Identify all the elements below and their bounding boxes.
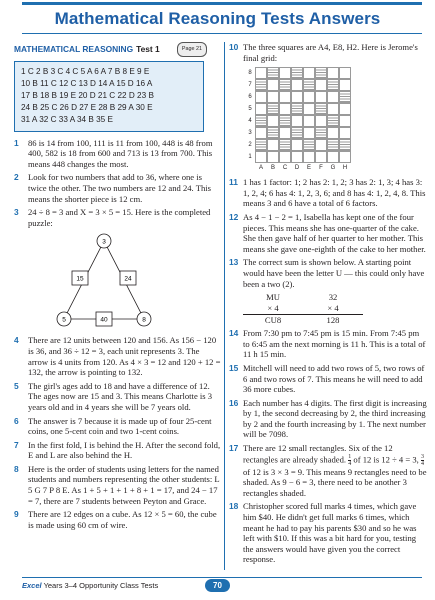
answer-14 (229, 328, 427, 360)
grid-cell (339, 67, 351, 79)
answer-text: In the first fold, I is behind the H. After the second fold, E and L are also behind the H. (28, 439, 221, 461)
grid-cell (339, 115, 351, 127)
grid-cell (303, 103, 315, 115)
answer-text: The three squares are A4, E8, H2. Here is Jerome's final grid: (243, 42, 418, 63)
answer-key-line: 24 B 25 C 26 D 27 E 28 B 29 A 30 E (21, 103, 153, 113)
answer-number: 11 (229, 177, 238, 188)
grid-column-label: F (319, 165, 323, 172)
grid-cell (327, 103, 339, 115)
answer-15 (229, 363, 427, 395)
answer-number: 7 (14, 439, 19, 450)
puzzle-value-right: 24 (124, 275, 132, 283)
grid-cell (267, 103, 279, 115)
q17-part-b: of 12 is (353, 454, 380, 465)
footer-rule (22, 577, 422, 578)
answer-text (243, 443, 427, 498)
answer-number: 12 (229, 211, 239, 222)
answer-text: The girl's ages add to 18 and have a difference of 12. The ages now are 15 and 3. This means Charlotte is 3 years old and in 4 years she will be 7 years old. (28, 380, 213, 412)
grid-cell (327, 79, 339, 91)
grid-cell (303, 139, 315, 151)
sum-numbers (303, 292, 363, 326)
puzzle-value-top: 3 (102, 238, 106, 246)
grid-cell (279, 139, 291, 151)
sum-numbers-top: 32 (328, 292, 338, 303)
puzzle-value-bottom-left: 5 (62, 316, 66, 324)
jerome-grid (245, 67, 365, 173)
answer-text: There are 12 units between 120 and 156. As 156 − 120 is 36, and 36 ÷ 12 = 3, each unit represents 3. The arrow is 4 units from 120. As 4 × 3 = 12 and 120 + 12 = 132, the arrow is pointing to 132. (28, 335, 221, 378)
answer-text: The answer is 7 because it is made up of four 25-cent coins, one 5-cent coin and two 1-cent coins. (28, 415, 212, 437)
answer-4 (14, 335, 221, 377)
answer-number: 1 (14, 137, 19, 148)
grid-cell (303, 127, 315, 139)
answer-5 (14, 381, 221, 413)
answer-text: 24 ÷ 8 = 3 and X = 3 × 5 = 15. Here is the completed puzzle: (28, 207, 211, 228)
answer-6 (14, 416, 221, 437)
grid-column-label: H (342, 165, 348, 172)
grid-cell (267, 127, 279, 139)
grid-cell (291, 151, 303, 163)
grid-cell (303, 151, 315, 163)
grid-cell (279, 115, 291, 127)
grid-cell (267, 67, 279, 79)
answer-1 (14, 138, 221, 170)
grid-corner (245, 163, 255, 173)
grid-cell (255, 151, 267, 163)
grid-cell (327, 67, 339, 79)
answer-13 (229, 257, 427, 289)
answer-text: 1 has 1 factor: 1; 2 has 2: 1, 2; 3 has 2: 1, 3; 4 has 3: 1, 2, 4; 6 has 4: 1, 2, 3, 6; and 8 has 4: 1, 2, 4, 8. This means 3 and 6 have a total of 6 factors. (243, 177, 426, 209)
grid-cell (255, 103, 267, 115)
grid-cell (291, 79, 303, 91)
grid-cell (315, 103, 327, 115)
answer-text: As 4 − 1 − 2 = 1, Isabella has kept one of the four pieces. This means she has one-quarter of the cake. She then gave half of her quarter to her mother. This means she gave one-eighth of the cake to her mother. (243, 211, 426, 254)
answer-16 (229, 398, 427, 440)
grid-column-label: E (306, 165, 311, 172)
grid-column-label: D (294, 165, 300, 172)
q17-part-a: There are 12 small rectangles. Six of the 12 rectangles are already shaded. (243, 443, 393, 465)
grid-cell (267, 139, 279, 151)
answer-text: Look for two numbers that add to 36, where one is twice the other. The two numbers are 12 and 24. This means the shorter piece is 12 cm. (28, 172, 211, 204)
grid-column-label: G (330, 165, 336, 172)
grid-cell (279, 103, 291, 115)
grid-cell (303, 115, 315, 127)
grid-column-label: C (282, 165, 288, 172)
grid-cell (339, 127, 351, 139)
grid-cell (279, 79, 291, 91)
grid-cell (291, 67, 303, 79)
answer-number: 15 (229, 362, 239, 373)
answer-key-line: 17 B 18 B 19 E 20 D 21 C 22 D 23 B (21, 91, 154, 100)
grid-cell (291, 91, 303, 103)
grid-cell (255, 91, 267, 103)
grid-cell (279, 127, 291, 139)
answer-3 (14, 207, 221, 228)
answer-number: 5 (14, 380, 19, 391)
answer-text: Each number has 4 digits. The first digit is increasing by 1, the second decreasing by 2, the third increasing by 2 and the fourth increasing by 1. The next number will be 7098. (243, 397, 427, 440)
grid-cell (303, 91, 315, 103)
answer-text: From 7:30 pm to 7:45 pm is 15 min. From 7:45 pm to 6:45 am the next morning is 11 h. This is a total of 11 h 15 min. (243, 328, 426, 360)
answer-10 (229, 42, 427, 63)
grid-cell (303, 79, 315, 91)
answer-key-line: 10 B 11 C 12 C 13 D 14 A 15 D 16 A (21, 78, 153, 88)
grid-cell (315, 91, 327, 103)
q17-part-c: 12 ÷ 4 = 3, (381, 454, 419, 465)
grid-cell (303, 67, 315, 79)
grid-cell (255, 127, 267, 139)
answer-text: Mitchell will need to add two rows of 5, two rows of 6 and two rows of 7. This means he will need to add 36 more cubes. (243, 362, 425, 395)
grid-row-label: 8 (248, 69, 252, 76)
puzzle-value-bottom-right: 8 (142, 316, 146, 324)
left-column (14, 42, 221, 533)
answer-number: 10 (229, 42, 239, 52)
grid-cell (267, 115, 279, 127)
grid-cell (279, 67, 291, 79)
answer-number: 16 (229, 397, 239, 408)
grid-row-label: 3 (248, 129, 252, 136)
grid-cell (315, 151, 327, 163)
answer-number: 9 (14, 509, 19, 520)
grid-cell (339, 103, 351, 115)
top-rule (22, 2, 422, 5)
sum-letters-result: CU8 (243, 314, 303, 326)
grid-cell (315, 67, 327, 79)
answer-12 (229, 212, 427, 254)
grid-cell (267, 151, 279, 163)
grid-cell (327, 91, 339, 103)
answer-key-box (14, 61, 204, 132)
grid-cell (315, 115, 327, 127)
answer-number: 14 (229, 328, 239, 339)
grid-cell (315, 79, 327, 91)
fraction-numerator: 3 (420, 453, 424, 460)
answer-number: 3 (14, 207, 19, 218)
section-heading: MATHEMATICAL REASONING (14, 44, 134, 54)
grid-cell (339, 139, 351, 151)
grid-cell (327, 139, 339, 151)
grid-cell (339, 91, 351, 103)
answer-17 (229, 443, 427, 498)
right-column (229, 42, 427, 568)
grid-cell (339, 79, 351, 91)
title-rule (22, 33, 422, 34)
answer-11 (229, 177, 427, 209)
answer-text: The correct sum is shown below. A starting point would have been the letter U — this could only have been a two (2). (243, 257, 425, 289)
answer-text: Christopher scored full marks 4 times, which gave him $40. He didn't get full marks 6 times, which meant he had to pay his parents $30 and so he was left with $10. If this was a bit hard for you, testing the answers would have given you the correct response. (243, 501, 417, 565)
footer-brand (22, 581, 158, 590)
answer-key-line: 31 A 32 C 33 A 34 B 35 E (21, 115, 113, 125)
sum-letters-mult: × 4 (267, 303, 279, 314)
sum-numbers-mult: × 4 (327, 303, 339, 314)
answer-number: 4 (14, 335, 19, 346)
section-test: Test 1 (136, 44, 160, 54)
answer-number: 8 (14, 463, 19, 474)
answer-18 (229, 501, 427, 565)
answer-7 (14, 440, 221, 461)
grid-row-label: 2 (248, 141, 252, 148)
answer-8 (14, 464, 221, 506)
grid-row-label: 5 (248, 105, 252, 112)
answer-number: 18 (229, 501, 239, 512)
grid-cell (315, 139, 327, 151)
grid-cell (327, 151, 339, 163)
grid-body (245, 67, 365, 173)
fraction-denominator: 4 (348, 460, 352, 467)
answer-number: 6 (14, 415, 19, 426)
grid-cell (267, 79, 279, 91)
footer-brand-name: Excel (22, 581, 42, 590)
answer-9 (14, 509, 221, 530)
answer-text: 86 is 14 from 100, 111 is 11 from 100, 448 is 48 from 400, 582 is 18 from 600 and 713 is 13 from 700. This means 448 changes the most. (28, 137, 213, 169)
grid-cell (255, 115, 267, 127)
fraction-numerator: 1 (348, 453, 352, 460)
sum-letters-top: MU (266, 292, 280, 303)
grid-cell (291, 127, 303, 139)
grid-row-label: 4 (248, 117, 252, 124)
grid-cell (279, 91, 291, 103)
answer-key-line: 1 C 2 B 3 C 4 C 5 A 6 A 7 B 8 E 9 E (21, 66, 150, 76)
grid-cell (267, 91, 279, 103)
grid-cell (279, 151, 291, 163)
grid-cell (339, 151, 351, 163)
puzzle-value-bottom-mid: 40 (100, 316, 108, 324)
answer-number: 17 (229, 443, 239, 454)
fraction-three-quarters (421, 454, 424, 467)
section-header (14, 42, 221, 57)
q17-part-d: of 12 is 3 × 3 = 9. This means 9 rectangles need to be shaded. As 9 − 6 = 3, there need to be another 3 rectangles shaded. (243, 466, 427, 498)
grid-cell (255, 139, 267, 151)
grid-cell (255, 67, 267, 79)
page-title: Mathematical Reasoning Tests Answers (54, 9, 381, 28)
fraction-denominator: 4 (420, 460, 424, 467)
puzzle-value-left: 15 (76, 275, 84, 283)
answer-number: 2 (14, 172, 19, 183)
sum-letters (243, 292, 303, 326)
grid-column-label: A (258, 165, 263, 172)
page-number: 70 (205, 579, 230, 592)
fraction-one-quarter (348, 454, 351, 467)
answer-2 (14, 172, 221, 204)
sum-numbers-result: 128 (303, 314, 363, 326)
column-divider (224, 42, 225, 570)
footer-book-title: Years 3–4 Opportunity Class Tests (43, 581, 159, 590)
grid-row-label: 1 (248, 153, 252, 160)
grid-cell (327, 127, 339, 139)
multiplication-sum (243, 292, 427, 326)
grid-cell (291, 139, 303, 151)
grid-cell (315, 127, 327, 139)
puzzle-svg (44, 231, 194, 331)
number-puzzle-diagram (44, 231, 194, 331)
page-reference: Page 21 (177, 42, 207, 57)
grid-cell (291, 103, 303, 115)
grid-cell (291, 115, 303, 127)
grid-row-label: 6 (248, 93, 252, 100)
answer-number: 13 (229, 257, 239, 268)
grid-cell (327, 115, 339, 127)
grid-column-label: B (270, 165, 275, 172)
answer-text: There are 12 edges on a cube. As 12 × 5 = 60, the cube is made using 60 cm of wire. (28, 509, 217, 530)
answer-text: Here is the order of students using letters for the named students and numbers representing the other students: L 5 G 7 P 8 E. As 1 + 5 + 1 + 1 + 8 + 1 = 17, and 24 − 17 = 7, there are 7 students between Peyton and Grace. (28, 463, 220, 506)
grid-cell (255, 79, 267, 91)
grid-row-label: 7 (248, 81, 252, 88)
